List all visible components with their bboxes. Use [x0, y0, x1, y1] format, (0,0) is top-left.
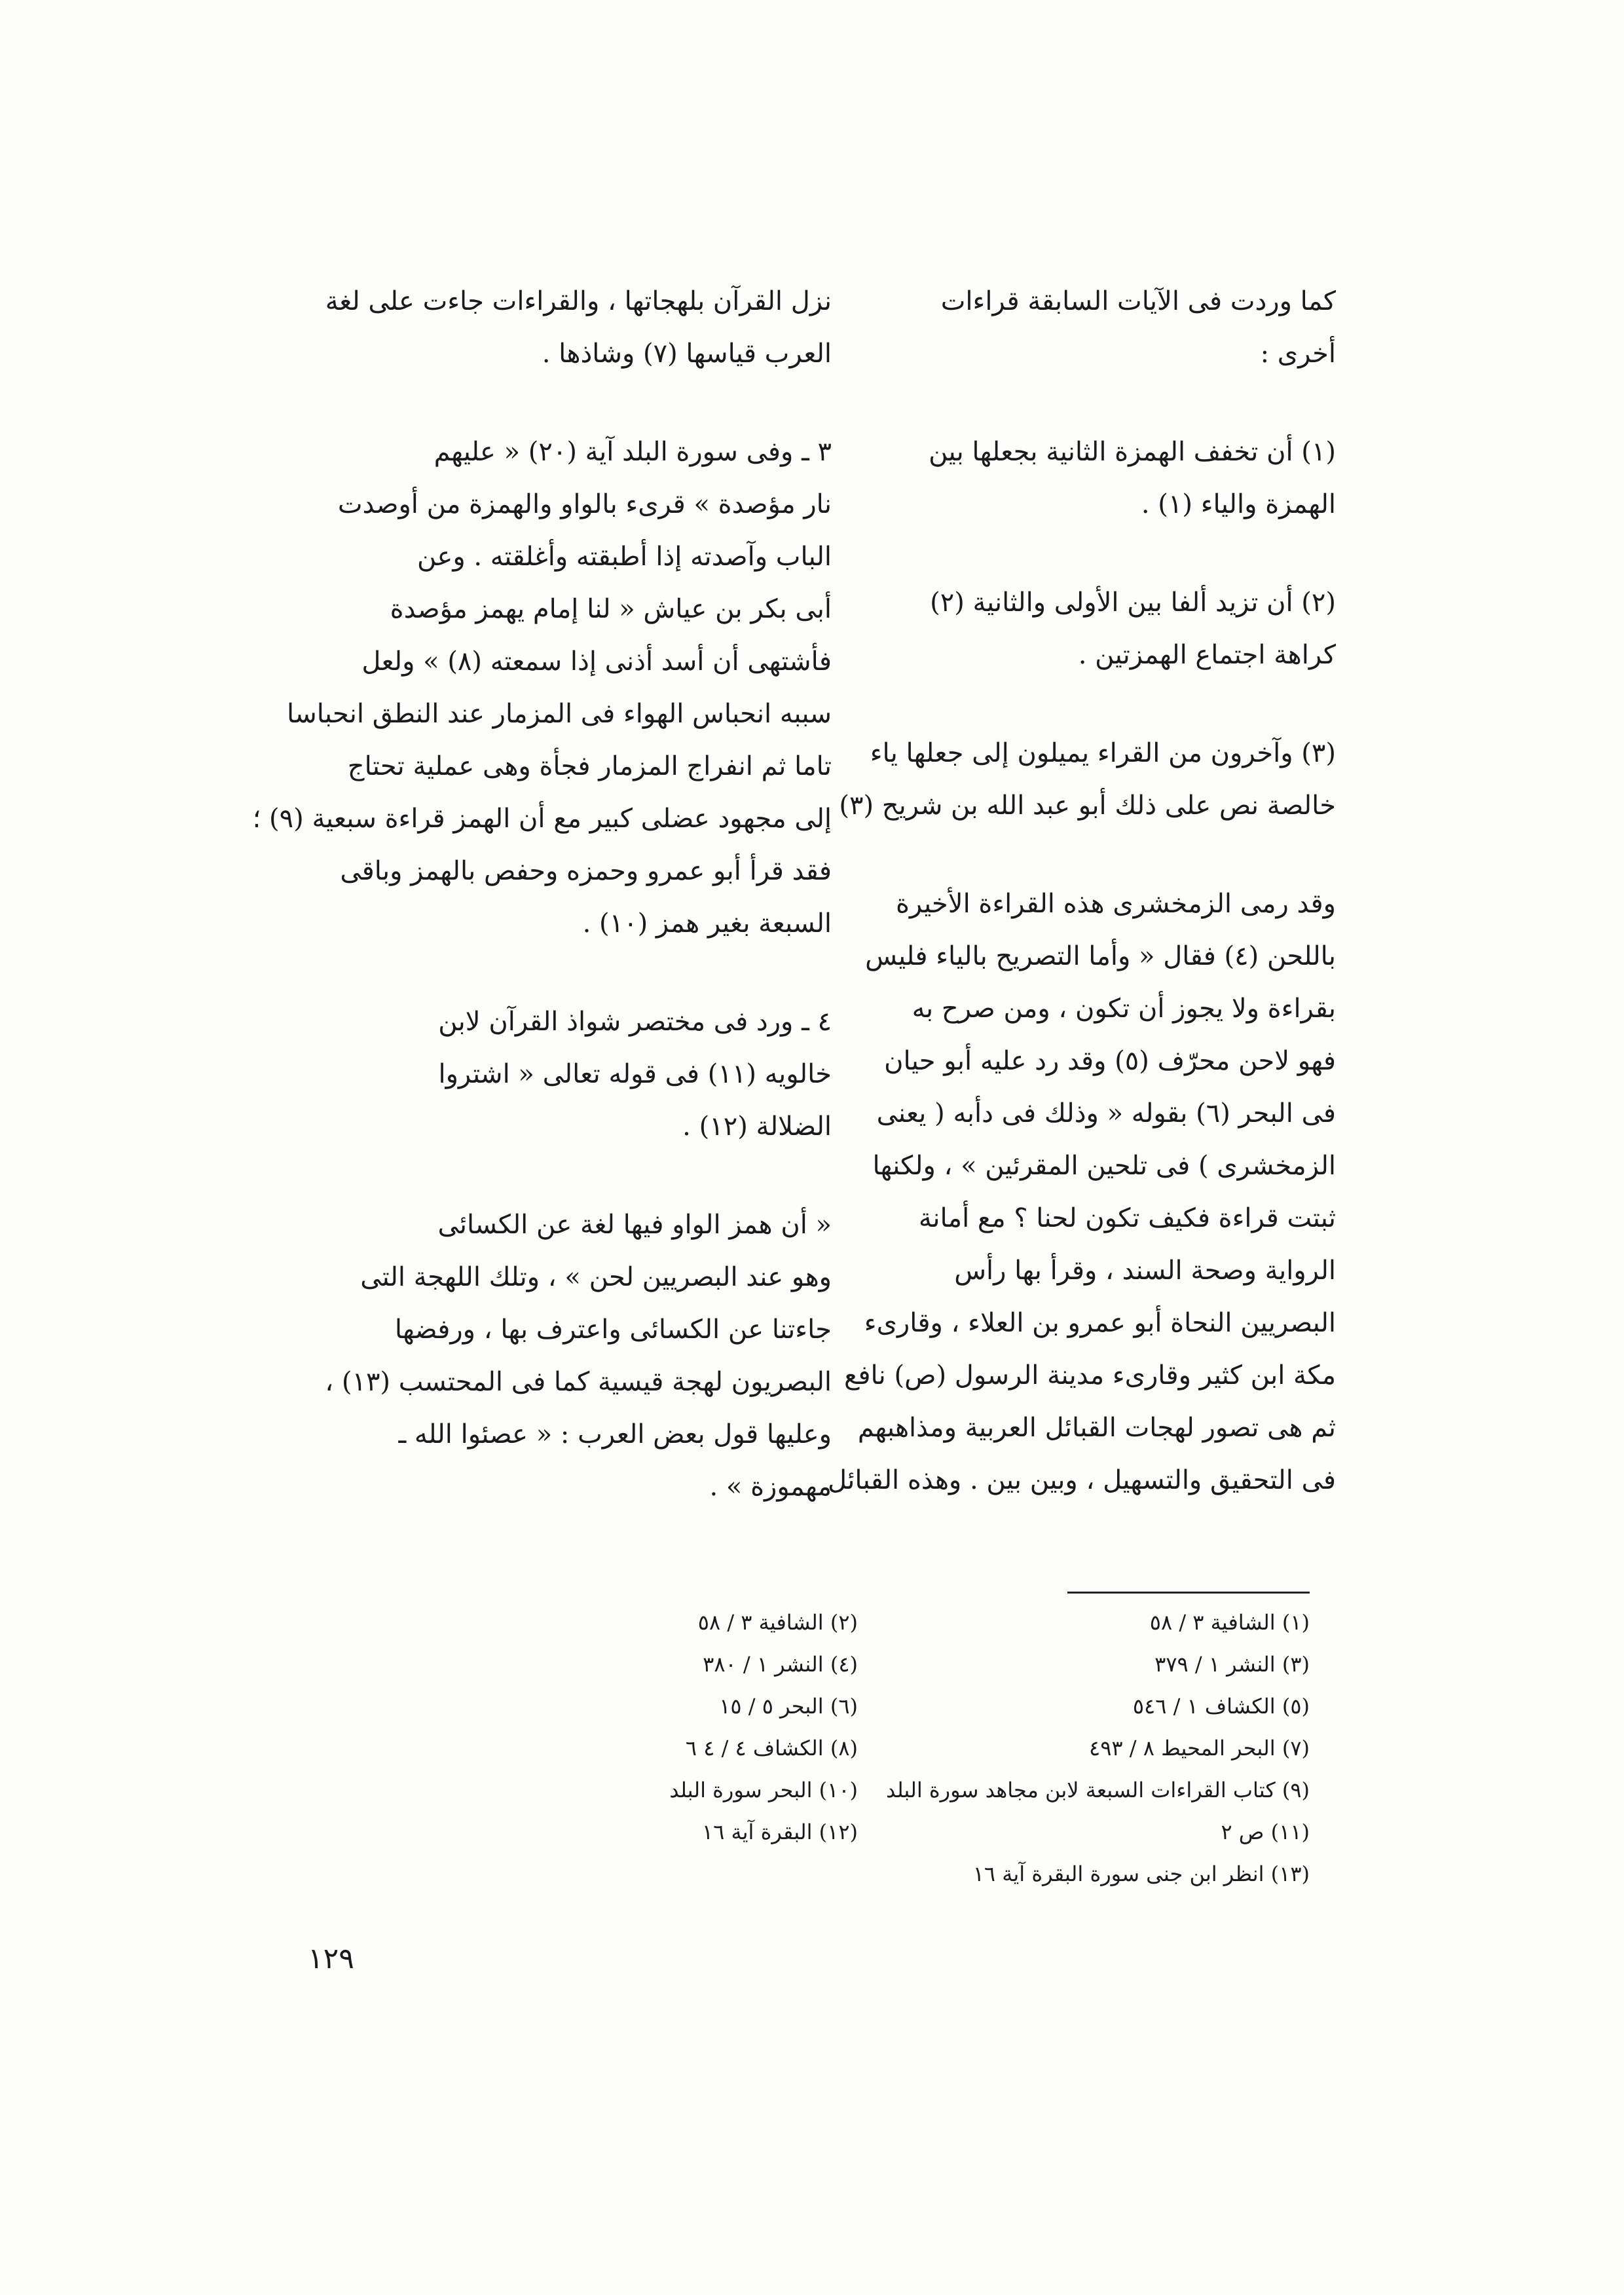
footnote-row	[406, 1769, 1310, 1811]
footnote-row	[406, 1643, 1310, 1685]
paragraph	[773, 275, 1336, 380]
footnote: (٧) البحر المحيط ٨ / ٤٩٣	[1089, 1736, 1310, 1761]
paragraph	[268, 275, 832, 380]
text-line: « أن همز الواو فيها لغة عن الكسائى	[437, 1210, 832, 1240]
text-line: فى البحر (٦) بقوله « وذلك فى دأبه ( يعنى	[876, 1098, 1336, 1129]
text-line: نزل القرآن بلهجاتها ، والقراءات جاءت على لغة	[325, 286, 832, 316]
text-line: الزمخشرى ) فى تلحين المقرئين » ، ولكنها	[872, 1151, 1336, 1181]
footnote-row	[406, 1727, 1310, 1769]
paragraph	[252, 426, 832, 950]
footnote: (٥) الكشاف ١ / ٥٤٦	[1132, 1694, 1310, 1719]
text-line: كراهة اجتماع الهمزتين .	[1078, 640, 1336, 670]
footnote-divider	[1067, 1592, 1310, 1594]
text-line: (٢) أن تزيد ألفا بين الأولى والثانية (٢)	[930, 588, 1336, 618]
text-line: إلى مجهود عضلى كبير مع أن الهمز قراءة سبعية (٩) ؛	[252, 804, 832, 834]
paragraph	[268, 996, 832, 1153]
text-line: الهمزة والياء (١) .	[1141, 489, 1336, 519]
footnote: (١٠) البحر سورة البلد	[669, 1778, 858, 1802]
footnote: (١١) ص ٢	[1221, 1819, 1310, 1844]
footnote: (١٢) البقرة آية ١٦	[701, 1819, 858, 1844]
footnote: (١) الشافية ٣ / ٥٨	[1149, 1610, 1310, 1635]
text-line: ٤ ـ ورد فى مختصر شواذ القرآن لابن	[438, 1007, 832, 1037]
paragraph	[773, 878, 1336, 1506]
text-line: فقد قرأ أبو عمرو وحمزه وحفص بالهمز وباقى	[340, 856, 832, 886]
text-line: باللحن (٤) فقال « وأما التصريح بالياء فليس	[865, 941, 1336, 971]
text-line: أخرى :	[1260, 339, 1336, 369]
text-line: خالصة نص على ذلك أبو عبد الله بن شريح (٣)	[839, 791, 1336, 821]
left-text-column	[252, 275, 832, 1559]
footnote: (١٣) انظر ابن جنى سورة البقرة آية ١٦	[972, 1861, 1310, 1886]
text-line: الباب وآصدته إذا أطبقته وأغلقته . وعن	[417, 542, 832, 572]
footnote: (٣) النشر ١ / ٣٧٩	[1154, 1652, 1310, 1677]
text-line: (١) أن تخفف الهمزة الثانية بجعلها بين	[929, 437, 1336, 467]
footnote: (٩) كتاب القراءات السبعة لابن مجاهد سورة البلد	[886, 1778, 1310, 1802]
text-line: الرواية وصحة السند ، وقرأ بها رأس	[954, 1256, 1336, 1286]
text-line: أبى بكر بن عياش « لنا إمام يهمز مؤصدة	[390, 594, 832, 624]
text-line: مهموزة » .	[709, 1472, 832, 1502]
text-line: السبعة بغير همز (١٠) .	[582, 908, 832, 939]
text-line: فأشتهى أن أسد أذنى إذا سمعته (٨) » ولعل	[361, 646, 832, 677]
text-line: البصريون لهجة قيسية كما فى المحتسب (١٣) ،	[325, 1367, 832, 1397]
text-line: فى التحقيق والتسهيل ، وبين بين . وهذه القبائل	[827, 1465, 1336, 1495]
text-line: ٣ ـ وفى سورة البلد آية (٢٠) « عليهم	[434, 437, 832, 467]
page-number: ١٢٩	[308, 1942, 354, 1975]
text-line: مكة ابن كثير وقارىء مدينة الرسول (ص) نافع	[844, 1360, 1336, 1390]
text-line: ثبتت قراءة فكيف تكون لحنا ؟ مع أمانة	[918, 1203, 1336, 1233]
footnotes	[406, 1601, 1310, 1895]
paragraph	[268, 1199, 832, 1513]
footnote: (٨) الكشاف ٤ / ٤ ٦	[685, 1736, 858, 1761]
text-line: سببه انحباس الهواء فى المزمار عند النطق انحباسا	[287, 699, 832, 729]
footnote-row	[406, 1853, 1310, 1895]
text-line: (٣) وآخرون من القراء يميلون إلى جعلها ياء	[870, 738, 1336, 768]
text-line: البصريين النحاة أبو عمرو بن العلاء ، وقارىء	[864, 1308, 1336, 1338]
text-line: خالويه (١١) فى قوله تعالى « اشتروا	[438, 1059, 832, 1089]
text-line: وعليها قول بعض العرب : « عصئوا الله ـ	[398, 1419, 832, 1449]
paragraph	[773, 576, 1336, 681]
text-line: وقد رمى الزمخشرى هذه القراءة الأخيرة	[895, 889, 1336, 919]
footnote: (٢) الشافية ٣ / ٥٨	[697, 1610, 858, 1635]
text-line: ثم هى تصور لهجات القبائل العربية ومذاهبهم	[857, 1413, 1336, 1443]
text-line: وهو عند البصريين لحن » ، وتلك اللهجة التى	[360, 1262, 832, 1292]
text-line: العرب قياسها (٧) وشاذها .	[542, 339, 832, 369]
paragraph	[773, 426, 1336, 531]
text-line: فهو لاحن محرّف (٥) وقد رد عليه أبو حيان	[884, 1046, 1336, 1076]
text-line: كما وردت فى الآيات السابقة قراءات	[940, 286, 1336, 316]
text-line: الضلالة (١٢) .	[682, 1111, 832, 1142]
text-line: جاءتنا عن الكسائى واعترف بها ، ورفضها	[394, 1315, 832, 1345]
footnote-row	[406, 1685, 1310, 1727]
text-line: بقراءة ولا يجوز أن تكون ، ومن صرح به	[912, 994, 1336, 1024]
footnote-row	[406, 1811, 1310, 1853]
text-line: تاما ثم انفراج المزمار فجأة وهى عملية تحتاج	[347, 751, 832, 781]
right-text-column	[773, 275, 1336, 1552]
paragraph	[773, 727, 1336, 832]
text-line: نار مؤصدة » قرىء بالواو والهمزة من أوصدت	[337, 489, 832, 519]
footnote: (٤) النشر ١ / ٣٨٠	[703, 1652, 858, 1677]
footnote-row	[406, 1601, 1310, 1643]
footnote: (٦) البحر ٥ / ١٥	[719, 1694, 858, 1719]
